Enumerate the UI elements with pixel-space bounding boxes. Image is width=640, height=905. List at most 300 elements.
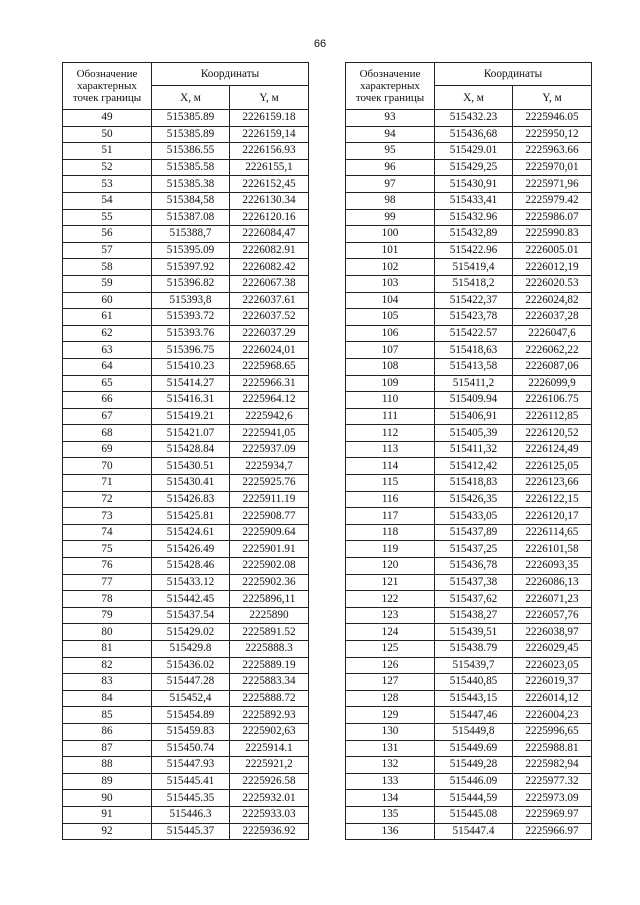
- coordinates-header: Координаты: [435, 63, 592, 86]
- y-coordinate-cell: 2225890: [230, 607, 309, 624]
- x-coordinate-cell: 515385.58: [152, 159, 230, 176]
- y-coordinate-cell: 2225977.32: [513, 773, 592, 790]
- x-coordinate-cell: 515429.8: [152, 641, 230, 658]
- table-row: [63, 126, 309, 143]
- x-coordinate-cell: 515436.02: [152, 657, 230, 674]
- y-coordinate-cell: 2226014,12: [513, 690, 592, 707]
- x-coordinate-cell: 515442.45: [152, 591, 230, 608]
- point-number-cell: 84: [63, 690, 152, 707]
- table-row: [346, 574, 592, 591]
- point-number-cell: 132: [346, 757, 435, 774]
- point-number-cell: 118: [346, 524, 435, 541]
- x-coordinate-cell: 515426.49: [152, 541, 230, 558]
- x-coordinate-cell: 515445.08: [435, 806, 513, 823]
- y-coordinate-cell: 2225925.76: [230, 475, 309, 492]
- coordinates-header: Координаты: [152, 63, 309, 86]
- y-coordinate-cell: 2226159,14: [230, 126, 309, 143]
- y-coordinate-cell: 2226037.29: [230, 325, 309, 342]
- x-coordinate-cell: 515443,15: [435, 690, 513, 707]
- table-row: [63, 508, 309, 525]
- table-row: [63, 524, 309, 541]
- point-number-cell: 126: [346, 657, 435, 674]
- table-row: [346, 226, 592, 243]
- table-row: [63, 790, 309, 807]
- table-row: [63, 641, 309, 658]
- table-row: [346, 508, 592, 525]
- point-number-cell: 94: [346, 126, 435, 143]
- table-row: [346, 723, 592, 740]
- point-number-cell: 125: [346, 641, 435, 658]
- y-coordinate-cell: 2225934,7: [230, 458, 309, 475]
- table-row: [346, 358, 592, 375]
- point-number-cell: 51: [63, 143, 152, 160]
- x-coordinate-cell: 515447.4: [435, 823, 513, 840]
- y-coordinate-cell: 2225966.97: [513, 823, 592, 840]
- table-row: [63, 558, 309, 575]
- x-coordinate-cell: 515437,38: [435, 574, 513, 591]
- y-coordinate-cell: 2226037,28: [513, 309, 592, 326]
- point-number-cell: 107: [346, 342, 435, 359]
- table-row: [346, 541, 592, 558]
- point-number-cell: 54: [63, 192, 152, 209]
- x-coordinate-cell: 515428.84: [152, 441, 230, 458]
- table-row: [63, 226, 309, 243]
- table-row: [346, 126, 592, 143]
- x-coordinate-cell: 515385.89: [152, 110, 230, 127]
- table-row: [63, 773, 309, 790]
- point-number-cell: 80: [63, 624, 152, 641]
- x-coordinate-cell: 515436,68: [435, 126, 513, 143]
- table-row: [63, 358, 309, 375]
- y-coordinate-cell: 2225979.42: [513, 192, 592, 209]
- point-number-cell: 95: [346, 143, 435, 160]
- point-number-cell: 90: [63, 790, 152, 807]
- table-row: [63, 475, 309, 492]
- table-row: [63, 275, 309, 292]
- x-coordinate-cell: 515447,46: [435, 707, 513, 724]
- table-row: [346, 309, 592, 326]
- point-number-cell: 60: [63, 292, 152, 309]
- point-number-cell: 53: [63, 176, 152, 193]
- table-row: [63, 823, 309, 840]
- y-coordinate-cell: 2225964.12: [230, 392, 309, 409]
- table-row: [63, 740, 309, 757]
- y-coordinate-cell: 2226024,01: [230, 342, 309, 359]
- coordinates-table-right: [345, 62, 592, 840]
- point-number-cell: 127: [346, 674, 435, 691]
- x-coordinate-cell: 515438.79: [435, 641, 513, 658]
- table-row: [63, 392, 309, 409]
- x-coordinate-cell: 515436,78: [435, 558, 513, 575]
- point-number-cell: 109: [346, 375, 435, 392]
- x-coordinate-cell: 515437,25: [435, 541, 513, 558]
- x-coordinate-cell: 515395.09: [152, 242, 230, 259]
- x-coordinate-cell: 515446.09: [435, 773, 513, 790]
- table-row: [346, 491, 592, 508]
- table-row: [63, 806, 309, 823]
- y-coordinate-cell: 2226071,23: [513, 591, 592, 608]
- table-row: [346, 292, 592, 309]
- table-row: [63, 723, 309, 740]
- designation-header: Обозначение характерных точек границы: [346, 63, 435, 110]
- point-number-cell: 56: [63, 226, 152, 243]
- y-coordinate-cell: 2226112,85: [513, 408, 592, 425]
- x-coordinate-cell: 515397.92: [152, 259, 230, 276]
- point-number-cell: 105: [346, 309, 435, 326]
- table-row: [63, 292, 309, 309]
- x-coordinate-cell: 515412,42: [435, 458, 513, 475]
- y-coordinate-cell: 2225889.19: [230, 657, 309, 674]
- y-coordinate-cell: 2225896,11: [230, 591, 309, 608]
- point-number-cell: 49: [63, 110, 152, 127]
- x-coordinate-cell: 515429,25: [435, 159, 513, 176]
- y-coordinate-cell: 2225982,94: [513, 757, 592, 774]
- point-number-cell: 76: [63, 558, 152, 575]
- point-number-cell: 102: [346, 259, 435, 276]
- x-coordinate-cell: 515444,59: [435, 790, 513, 807]
- point-number-cell: 130: [346, 723, 435, 740]
- table-row: [346, 624, 592, 641]
- point-number-cell: 133: [346, 773, 435, 790]
- y-coordinate-cell: 2226086,13: [513, 574, 592, 591]
- point-number-cell: 103: [346, 275, 435, 292]
- y-coordinate-cell: 2226067.38: [230, 275, 309, 292]
- y-coordinate-cell: 2225921,2: [230, 757, 309, 774]
- point-number-cell: 111: [346, 408, 435, 425]
- point-number-cell: 67: [63, 408, 152, 425]
- x-coordinate-cell: 515418,83: [435, 475, 513, 492]
- y-coordinate-cell: 2226155,1: [230, 159, 309, 176]
- table-row: [346, 740, 592, 757]
- table-row: [63, 259, 309, 276]
- point-number-cell: 78: [63, 591, 152, 608]
- table-row: [346, 176, 592, 193]
- point-number-cell: 69: [63, 441, 152, 458]
- point-number-cell: 57: [63, 242, 152, 259]
- x-coordinate-cell: 515386.55: [152, 143, 230, 160]
- x-coordinate-cell: 515396.82: [152, 275, 230, 292]
- table-row: [346, 773, 592, 790]
- y-coordinate-cell: 2225908.77: [230, 508, 309, 525]
- point-number-cell: 135: [346, 806, 435, 823]
- point-number-cell: 61: [63, 309, 152, 326]
- y-coordinate-cell: 2225942,6: [230, 408, 309, 425]
- table-row: [346, 159, 592, 176]
- point-number-cell: 100: [346, 226, 435, 243]
- table-row: [346, 425, 592, 442]
- x-coordinate-cell: 515447.93: [152, 757, 230, 774]
- table-row: [346, 641, 592, 658]
- x-coordinate-cell: 515437.54: [152, 607, 230, 624]
- x-header: X, м: [435, 86, 513, 110]
- x-coordinate-cell: 515418,2: [435, 275, 513, 292]
- point-number-cell: 124: [346, 624, 435, 641]
- x-coordinate-cell: 515449,8: [435, 723, 513, 740]
- point-number-cell: 98: [346, 192, 435, 209]
- y-coordinate-cell: 2225902.36: [230, 574, 309, 591]
- table-row: [63, 757, 309, 774]
- y-coordinate-cell: 2226082.42: [230, 259, 309, 276]
- y-coordinate-cell: 2225909.64: [230, 524, 309, 541]
- y-coordinate-cell: 2225937.09: [230, 441, 309, 458]
- y-coordinate-cell: 2225973.09: [513, 790, 592, 807]
- y-coordinate-cell: 2225996,65: [513, 723, 592, 740]
- x-coordinate-cell: 515411,32: [435, 441, 513, 458]
- point-number-cell: 119: [346, 541, 435, 558]
- y-coordinate-cell: 2226087,06: [513, 358, 592, 375]
- point-number-cell: 96: [346, 159, 435, 176]
- x-coordinate-cell: 515449,28: [435, 757, 513, 774]
- y-coordinate-cell: 2225926.58: [230, 773, 309, 790]
- y-coordinate-cell: 2226120.16: [230, 209, 309, 226]
- x-coordinate-cell: 515416.31: [152, 392, 230, 409]
- designation-header: Обозначение характерных точек границы: [63, 63, 152, 110]
- point-number-cell: 68: [63, 425, 152, 442]
- y-coordinate-cell: 2225914.1: [230, 740, 309, 757]
- x-coordinate-cell: 515405,39: [435, 425, 513, 442]
- x-coordinate-cell: 515452,4: [152, 690, 230, 707]
- point-number-cell: 82: [63, 657, 152, 674]
- y-coordinate-cell: 2226084,47: [230, 226, 309, 243]
- point-number-cell: 89: [63, 773, 152, 790]
- point-number-cell: 52: [63, 159, 152, 176]
- table-row: [63, 209, 309, 226]
- y-coordinate-cell: 2226029,45: [513, 641, 592, 658]
- x-coordinate-cell: 515445.37: [152, 823, 230, 840]
- x-coordinate-cell: 515421.07: [152, 425, 230, 442]
- point-number-cell: 99: [346, 209, 435, 226]
- point-number-cell: 65: [63, 375, 152, 392]
- point-number-cell: 72: [63, 491, 152, 508]
- y-coordinate-cell: 2225963.66: [513, 143, 592, 160]
- point-number-cell: 88: [63, 757, 152, 774]
- point-number-cell: 97: [346, 176, 435, 193]
- table-row: [346, 110, 592, 127]
- x-coordinate-cell: 515422.96: [435, 242, 513, 259]
- x-coordinate-cell: 515429.01: [435, 143, 513, 160]
- y-coordinate-cell: 2225933.03: [230, 806, 309, 823]
- x-coordinate-cell: 515387.08: [152, 209, 230, 226]
- y-coordinate-cell: 2225888.3: [230, 641, 309, 658]
- point-number-cell: 59: [63, 275, 152, 292]
- table-row: [346, 591, 592, 608]
- x-coordinate-cell: 515413,58: [435, 358, 513, 375]
- table-row: [63, 325, 309, 342]
- table-row: [63, 458, 309, 475]
- x-coordinate-cell: 515430.41: [152, 475, 230, 492]
- y-coordinate-cell: 2225891.52: [230, 624, 309, 641]
- x-coordinate-cell: 515426,35: [435, 491, 513, 508]
- point-number-cell: 123: [346, 607, 435, 624]
- x-coordinate-cell: 515433,05: [435, 508, 513, 525]
- y-coordinate-cell: 2226023,05: [513, 657, 592, 674]
- table-row: [346, 790, 592, 807]
- point-number-cell: 116: [346, 491, 435, 508]
- point-number-cell: 115: [346, 475, 435, 492]
- y-coordinate-cell: 2226101,58: [513, 541, 592, 558]
- table-row: [346, 441, 592, 458]
- x-coordinate-cell: 515422.57: [435, 325, 513, 342]
- table-row: [63, 375, 309, 392]
- x-coordinate-cell: 515409.94: [435, 392, 513, 409]
- x-coordinate-cell: 515396.75: [152, 342, 230, 359]
- x-coordinate-cell: 515437,62: [435, 591, 513, 608]
- x-coordinate-cell: 515445.41: [152, 773, 230, 790]
- table-row: [63, 707, 309, 724]
- point-number-cell: 131: [346, 740, 435, 757]
- x-coordinate-cell: 515428.46: [152, 558, 230, 575]
- point-number-cell: 108: [346, 358, 435, 375]
- x-coordinate-cell: 515433.12: [152, 574, 230, 591]
- x-coordinate-cell: 515393.72: [152, 309, 230, 326]
- point-number-cell: 106: [346, 325, 435, 342]
- point-number-cell: 92: [63, 823, 152, 840]
- table-row: [346, 607, 592, 624]
- y-coordinate-cell: 2226037.52: [230, 309, 309, 326]
- x-header: X, м: [152, 86, 230, 110]
- point-number-cell: 121: [346, 574, 435, 591]
- point-number-cell: 75: [63, 541, 152, 558]
- point-number-cell: 114: [346, 458, 435, 475]
- table-row: [346, 475, 592, 492]
- y-coordinate-cell: 2225902,63: [230, 723, 309, 740]
- x-coordinate-cell: 515429.02: [152, 624, 230, 641]
- point-number-cell: 87: [63, 740, 152, 757]
- x-coordinate-cell: 515388,7: [152, 226, 230, 243]
- y-coordinate-cell: 2226114,65: [513, 524, 592, 541]
- x-coordinate-cell: 515393.76: [152, 325, 230, 342]
- x-coordinate-cell: 515438,27: [435, 607, 513, 624]
- table-row: [63, 159, 309, 176]
- point-number-cell: 62: [63, 325, 152, 342]
- table-row: [63, 690, 309, 707]
- y-header: Y, м: [230, 86, 309, 110]
- point-number-cell: 83: [63, 674, 152, 691]
- x-coordinate-cell: 515414.27: [152, 375, 230, 392]
- table-row: [63, 242, 309, 259]
- y-coordinate-cell: 2226005.01: [513, 242, 592, 259]
- point-number-cell: 117: [346, 508, 435, 525]
- x-coordinate-cell: 515449.69: [435, 740, 513, 757]
- x-coordinate-cell: 515385.38: [152, 176, 230, 193]
- table-row: [63, 624, 309, 641]
- y-coordinate-cell: 2226038,97: [513, 624, 592, 641]
- y-coordinate-cell: 2225968.65: [230, 358, 309, 375]
- table-row: [346, 408, 592, 425]
- y-coordinate-cell: 2225988.81: [513, 740, 592, 757]
- x-coordinate-cell: 515450.74: [152, 740, 230, 757]
- x-coordinate-cell: 515437,89: [435, 524, 513, 541]
- x-coordinate-cell: 515411,2: [435, 375, 513, 392]
- point-number-cell: 86: [63, 723, 152, 740]
- y-coordinate-cell: 2225971,96: [513, 176, 592, 193]
- point-number-cell: 91: [63, 806, 152, 823]
- y-coordinate-cell: 2226120,52: [513, 425, 592, 442]
- y-coordinate-cell: 2226062,22: [513, 342, 592, 359]
- table-row: [346, 690, 592, 707]
- x-coordinate-cell: 515454.89: [152, 707, 230, 724]
- y-coordinate-cell: 2226130.34: [230, 192, 309, 209]
- point-number-cell: 79: [63, 607, 152, 624]
- y-coordinate-cell: 2225966.31: [230, 375, 309, 392]
- y-coordinate-cell: 2226037.61: [230, 292, 309, 309]
- y-coordinate-cell: 2226122,15: [513, 491, 592, 508]
- y-coordinate-cell: 2225941,05: [230, 425, 309, 442]
- x-coordinate-cell: 515430,91: [435, 176, 513, 193]
- x-coordinate-cell: 515425.81: [152, 508, 230, 525]
- point-number-cell: 120: [346, 558, 435, 575]
- point-number-cell: 50: [63, 126, 152, 143]
- table-row: [63, 425, 309, 442]
- table-row: [346, 558, 592, 575]
- point-number-cell: 134: [346, 790, 435, 807]
- point-number-cell: 58: [63, 259, 152, 276]
- table-row: [346, 192, 592, 209]
- point-number-cell: 113: [346, 441, 435, 458]
- x-coordinate-cell: 515432,89: [435, 226, 513, 243]
- table-row: [63, 143, 309, 160]
- table-row: [63, 607, 309, 624]
- y-coordinate-cell: 2226099,9: [513, 375, 592, 392]
- y-coordinate-cell: 2225990.83: [513, 226, 592, 243]
- y-coordinate-cell: 2226012,19: [513, 259, 592, 276]
- y-coordinate-cell: 2225883.34: [230, 674, 309, 691]
- y-coordinate-cell: 2225911.19: [230, 491, 309, 508]
- y-coordinate-cell: 2226156.93: [230, 143, 309, 160]
- table-row: [63, 110, 309, 127]
- table-row: [346, 823, 592, 840]
- table-row: [346, 209, 592, 226]
- point-number-cell: 66: [63, 392, 152, 409]
- x-coordinate-cell: 515419,4: [435, 259, 513, 276]
- point-number-cell: 112: [346, 425, 435, 442]
- point-number-cell: 93: [346, 110, 435, 127]
- x-coordinate-cell: 515447.28: [152, 674, 230, 691]
- x-coordinate-cell: 515393,8: [152, 292, 230, 309]
- point-number-cell: 55: [63, 209, 152, 226]
- y-coordinate-cell: 2226082.91: [230, 242, 309, 259]
- y-coordinate-cell: 2225970,01: [513, 159, 592, 176]
- table-row: [346, 275, 592, 292]
- y-coordinate-cell: 2226004,23: [513, 707, 592, 724]
- y-coordinate-cell: 2226093,35: [513, 558, 592, 575]
- x-coordinate-cell: 515422,37: [435, 292, 513, 309]
- point-number-cell: 136: [346, 823, 435, 840]
- point-number-cell: 129: [346, 707, 435, 724]
- x-coordinate-cell: 515423,78: [435, 309, 513, 326]
- table-row: [63, 541, 309, 558]
- table-row: [346, 657, 592, 674]
- table-row: [346, 707, 592, 724]
- table-row: [346, 259, 592, 276]
- point-number-cell: 73: [63, 508, 152, 525]
- y-coordinate-cell: 2226019,37: [513, 674, 592, 691]
- y-coordinate-cell: 2225969.97: [513, 806, 592, 823]
- y-header: Y, м: [513, 86, 592, 110]
- table-row: [63, 591, 309, 608]
- point-number-cell: 70: [63, 458, 152, 475]
- y-coordinate-cell: 2225888.72: [230, 690, 309, 707]
- y-coordinate-cell: 2225950,12: [513, 126, 592, 143]
- x-coordinate-cell: 515439,51: [435, 624, 513, 641]
- point-number-cell: 71: [63, 475, 152, 492]
- x-coordinate-cell: 515432.96: [435, 209, 513, 226]
- x-coordinate-cell: 515459.83: [152, 723, 230, 740]
- table-row: [346, 458, 592, 475]
- y-coordinate-cell: 2225892.93: [230, 707, 309, 724]
- table-row: [346, 342, 592, 359]
- y-coordinate-cell: 2226020.53: [513, 275, 592, 292]
